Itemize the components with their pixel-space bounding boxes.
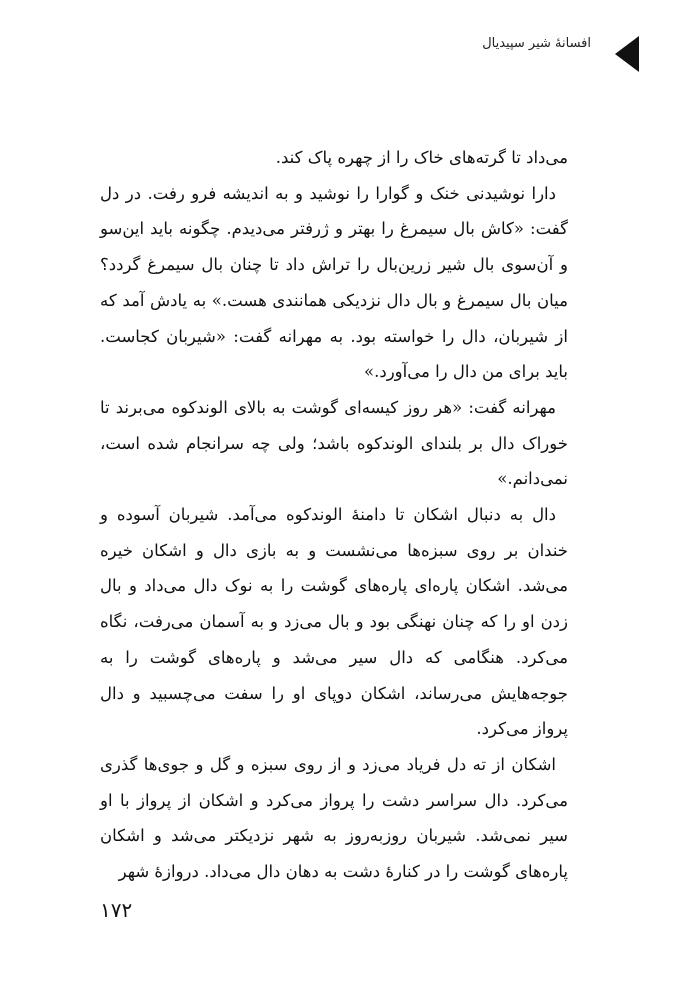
paragraph: دارا نوشیدنی خنک و گوارا را نوشید و به اندیشه فرو رفت. در دل گفت: «کاش بال سیمرغ را بهتر و ژرفتر می‌دیدم. چگونه باید این‌سو و آن‌سوی بال شیر زرین‌بال را تراش داد تا چنان بال سیمرغ گردد؟ میان بال سیمرغ و بال دال نزدیکی همانندی هست.» به یادش آمد که از شیربان، دال را خواسته بود. به مهرانه گفت: «شیربان کجاست. باید برای من دال را می‌آورد.» <box>100 183 568 382</box>
paragraph: اشکان از ته دل فریاد می‌زد و از روی سبزه و گل و جوی‌ها گذری می‌کرد. دال سراسر دشت را پرواز می‌کرد و اشکان از پرواز با او سیر نمی‌شد. شیربان روزبه‌روز به شهر نزدیکتر می‌شد و اشکان پاره‌های گوشت را در کنارهٔ دشت به دهان دال می‌داد. دروازهٔ شهر <box>100 754 568 882</box>
paragraph: مهرانه گفت: «هر روز کیسه‌ای گوشت به بالای الوندکوه می‌برند تا خوراک دال بر بلندای الوندکوه باشد؛ ولی چه سرانجام شده است، نمی‌دانم.» <box>100 397 568 489</box>
body-text <box>100 140 568 890</box>
paragraph: دال به دنبال اشکان تا دامنهٔ الوندکوه می‌آمد. شیربان آسوده و خندان بر روی سبزه‌ها می‌نشست و به بازی دال و اشکان خیره می‌شد. اشکان پاره‌ای پاره‌های گوشت را به نوک دال می‌داد و بال زدن او را که چنان نهنگی بود و بال می‌زد و به آسمان می‌رفت، نگاه می‌کرد. هنگامی که دال سیر می‌شد و پاره‌های گوشت را به جوجه‌هایش می‌رساند، اشکان دوپای او را سفت می‌چسبید و دال پرواز می‌کرد. <box>100 505 568 739</box>
page-number: ۱۷۲ <box>100 898 133 922</box>
paragraph: می‌داد تا گرته‌های خاک را از چهره پاک کند. <box>275 148 568 167</box>
header-divider <box>80 72 599 73</box>
corner-marker-icon <box>615 36 639 72</box>
running-header: افسانهٔ شیر سپیدیال <box>482 36 591 51</box>
